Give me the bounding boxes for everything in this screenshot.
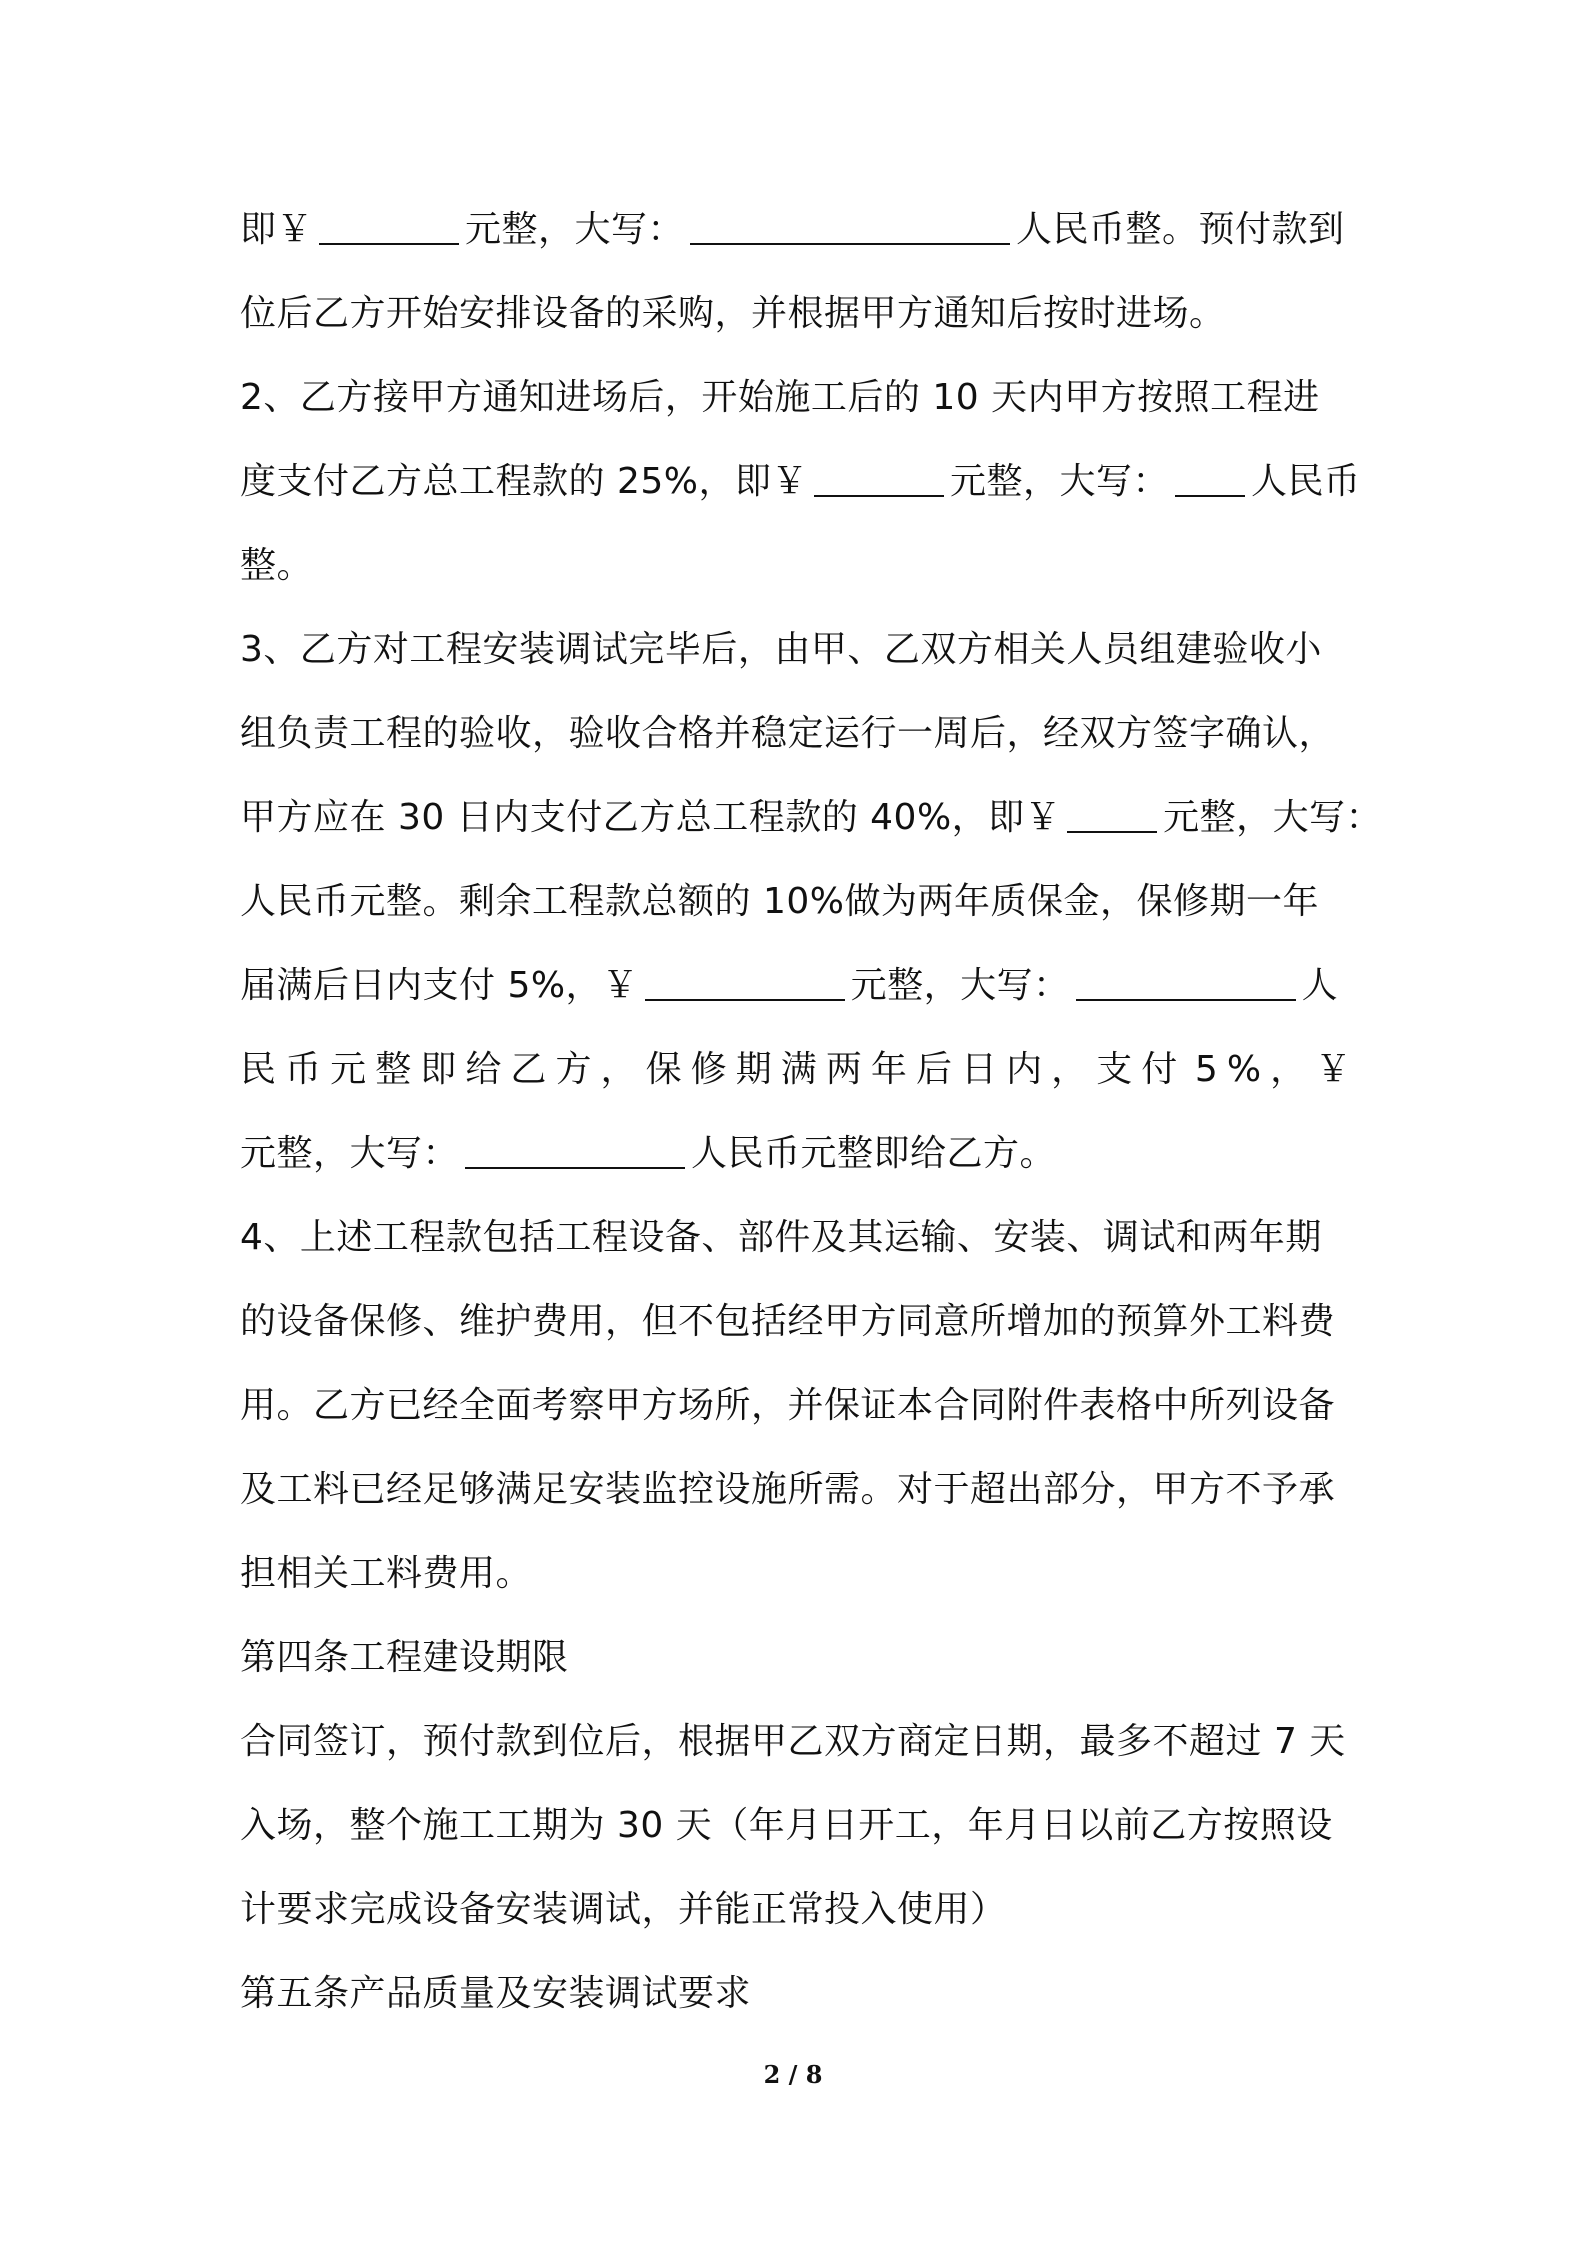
text-segment: 3、乙方对工程安装调试完毕后，由甲、乙双方相关人员组建验收小 <box>240 629 1322 670</box>
text-segment: 计要求完成设备安装调试，并能正常投入使用） <box>240 1889 1007 1930</box>
text-char: 内 <box>1006 1049 1043 1090</box>
text-char: 日 <box>961 1049 998 1090</box>
text-char: 元 <box>330 1049 367 1090</box>
text-segment: 度支付乙方总工程款的 25%，即￥ <box>240 461 808 502</box>
text-char: 支 <box>1096 1049 1133 1090</box>
page-number: 2 / 8 <box>763 2060 823 2089</box>
text-line <box>240 776 1383 860</box>
text-segment: 担相关工料费用。 <box>240 1553 533 1594</box>
text-segment: 组负责工程的验收，验收合格并稳定运行一周后，经双方签字确认， <box>240 713 1336 754</box>
text-char: 给 <box>465 1049 502 1090</box>
text-char: 付 <box>1141 1049 1178 1090</box>
fill-in-blank <box>1067 787 1157 833</box>
text-line <box>240 1196 1352 1280</box>
text-segment: 元整，大写： <box>850 965 1070 1006</box>
fill-in-blank <box>690 199 1010 245</box>
text-segment: 整。 <box>240 545 314 586</box>
text-segment: 用。乙方已经全面考察甲方场所，并保证本合同附件表格中所列设备 <box>240 1385 1336 1426</box>
text-line <box>240 1700 1352 1784</box>
text-line <box>240 1448 1352 1532</box>
text-segment: 的设备保修、维护费用，但不包括经甲方同意所增加的预算外工料费 <box>240 1301 1336 1342</box>
text-segment: 2、乙方接甲方通知进场后，开始施工后的 10 天内甲方按照工程进 <box>240 377 1320 418</box>
text-line <box>240 1028 1352 1112</box>
text-char: ， <box>1051 1049 1088 1090</box>
text-segment: 元整，大写： <box>465 209 685 250</box>
text-line <box>240 188 1352 272</box>
text-line <box>240 1616 1352 1700</box>
text-segment: 人民币元整。剩余工程款总额的 10%做为两年质保金，保修期一年 <box>240 881 1319 922</box>
text-char: 民 <box>240 1049 277 1090</box>
text-line <box>240 860 1352 944</box>
text-char: 后 <box>915 1049 953 1090</box>
text-char: 保 <box>645 1049 683 1090</box>
text-line <box>240 356 1352 440</box>
text-char: 币 <box>285 1049 322 1090</box>
text-char: 整 <box>375 1049 412 1090</box>
text-line <box>240 440 1361 524</box>
text-segment: 人民币 <box>1250 461 1361 502</box>
text-line <box>240 272 1352 356</box>
text-segment: 届满后日内支付 5%，￥ <box>240 965 639 1006</box>
text-segment: 及工料已经足够满足安装监控设施所需。对于超出部分，甲方不予承 <box>240 1469 1336 1510</box>
text-char: 即 <box>420 1049 457 1090</box>
text-segment: 第五条产品质量及安装调试要求 <box>240 1973 752 2014</box>
text-char: 满 <box>780 1049 818 1090</box>
text-line <box>240 1364 1352 1448</box>
text-line <box>240 692 1352 776</box>
text-segment: 合同签订，预付款到位后，根据甲乙双方商定日期，最多不超过 7 天 <box>240 1721 1346 1762</box>
text-segment: 位后乙方开始安排设备的采购，并根据甲方通知后按时进场。 <box>240 293 1226 334</box>
text-char: 方 <box>555 1049 592 1090</box>
text-line <box>240 1952 1352 2036</box>
text-char: 乙 <box>510 1049 547 1090</box>
fill-in-blank <box>465 1123 685 1169</box>
text-segment: 甲方应在 30 日内支付乙方总工程款的 40%，即￥ <box>240 797 1062 838</box>
fill-in-blank <box>1175 451 1245 497</box>
text-segment: 元整，大写： <box>240 1133 460 1174</box>
fill-in-blank <box>319 199 459 245</box>
text-char: 年 <box>870 1049 908 1090</box>
text-line <box>240 1784 1352 1868</box>
text-line <box>240 1532 1352 1616</box>
text-segment: 人民币元整即给乙方。 <box>691 1133 1057 1174</box>
text-segment: 第四条工程建设期限 <box>240 1637 569 1678</box>
text-char: ￥ <box>1315 1049 1352 1090</box>
text-char: 5 <box>1194 1049 1219 1090</box>
text-segment: 元整，大写： <box>949 461 1169 502</box>
text-line <box>240 1280 1352 1364</box>
text-line <box>240 944 1352 1028</box>
text-char: 期 <box>735 1049 773 1090</box>
text-line <box>240 608 1352 692</box>
fill-in-blank <box>814 451 944 497</box>
fill-in-blank <box>1076 955 1296 1001</box>
text-char: ， <box>1270 1049 1307 1090</box>
text-line <box>240 1868 1352 1952</box>
text-segment: 入场，整个施工工期为 30 天（年月日开工，年月日以前乙方按照设 <box>240 1805 1333 1846</box>
text-char: 修 <box>690 1049 728 1090</box>
text-char: 两 <box>825 1049 863 1090</box>
text-segment: 4、上述工程款包括工程设备、部件及其运输、安装、调试和两年期 <box>240 1217 1322 1258</box>
text-line <box>240 1112 1352 1196</box>
text-line <box>240 524 1352 608</box>
text-segment: 元整，大写： <box>1163 797 1383 838</box>
document-body <box>240 188 1383 2036</box>
text-segment: 人 <box>1301 965 1339 1006</box>
text-char: ， <box>600 1049 638 1090</box>
text-segment: 人民币整。预付款到 <box>1016 209 1345 250</box>
fill-in-blank <box>645 955 845 1001</box>
text-char: % <box>1226 1049 1262 1090</box>
text-segment: 即￥ <box>240 209 314 250</box>
